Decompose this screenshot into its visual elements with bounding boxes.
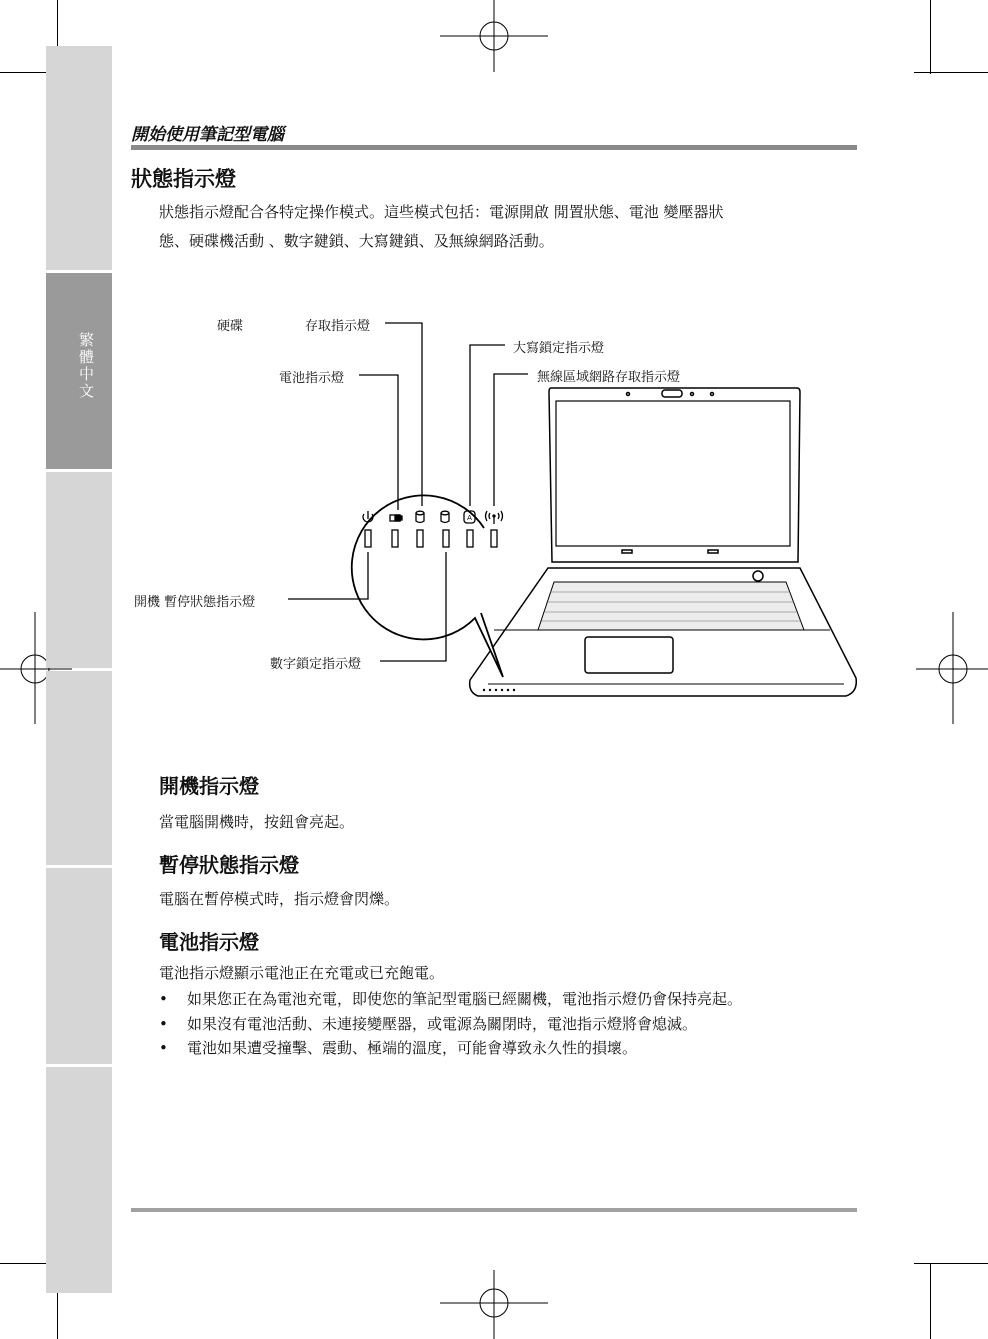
side-tab-1 [46,46,112,270]
intro-paragraph [159,198,859,256]
page-header: 開始使用筆記型電腦 [131,125,284,145]
magnifier-callout [352,495,503,677]
side-tab-6 [46,1067,112,1293]
wireless-icon [486,511,503,524]
label-num: 數字鎖定指示燈 [270,657,362,672]
bullet-text-3: 電池如果遭受撞擊、震動、極端的溫度，可能會導致永久性的損壞。 [187,1039,638,1057]
section-standby-text: 電腦在暫停模式時，指示燈會閃爍。 [159,890,400,908]
intro-line-1: 狀態指示燈配合各特定操作模式。這些模式包括：電源開啟 閒置狀態、電池 變壓器狀 [159,203,724,221]
side-tab-label: 繁體中文 [77,332,95,400]
leader-wlan [494,374,528,506]
side-tab-5 [46,868,112,1064]
bullet-dot: • [159,990,168,1008]
label-hdd-a: 硬碟 [217,319,244,334]
bullet-dot: • [159,1015,168,1033]
bullet-text-1: 如果您正在為電池充電，即使您的筆記型電腦已經關機，電池指示燈仍會保持亮起。 [187,990,743,1008]
label-hdd-b: 存取指示燈 [305,319,371,334]
bullet-item-2 [159,1013,859,1034]
section-power-title: 開機指示燈 [159,774,259,798]
section-standby-title: 暫停狀態指示燈 [159,853,299,877]
touchpad [585,637,673,673]
power-icon [363,511,373,522]
section-battery-title: 電池指示燈 [159,930,259,954]
label-power: 開機 暫停狀態指示燈 [134,595,256,610]
leader-battery [359,375,398,510]
label-wlan: 無線區域網路存取指示燈 [537,370,681,385]
keyboard [538,582,804,630]
leader-caps [470,345,505,506]
bullet-dot: • [159,1039,168,1057]
laptop-screen [556,401,790,546]
bullet-item-3 [159,1037,859,1058]
bullet-text-2: 如果沒有電池活動、未連接變壓器，或電源為關閉時，電池指示燈將會熄滅。 [187,1015,698,1033]
label-caps: 大寫鎖定指示燈 [513,341,605,356]
intro-line-2: 態、硬碟機活動 、數字鍵鎖、大寫鍵鎖、及無線網路活動。 [159,232,554,250]
led-wlan [491,530,497,547]
header-rule [131,145,857,150]
svg-text:A: A [467,514,472,522]
label-battery: 電池指示燈 [279,371,345,386]
status-indicator-figure [0,300,988,720]
footer-rule [131,1208,857,1212]
section-title: 狀態指示燈 [131,167,236,191]
leader-hdd [385,323,422,506]
section-power-text: 當電腦開機時，按鈕會亮起。 [159,813,355,831]
section-battery-text: 電池指示燈顯示電池正在充電或已充飽電。 [159,964,445,982]
bullet-item-1 [159,988,859,1009]
